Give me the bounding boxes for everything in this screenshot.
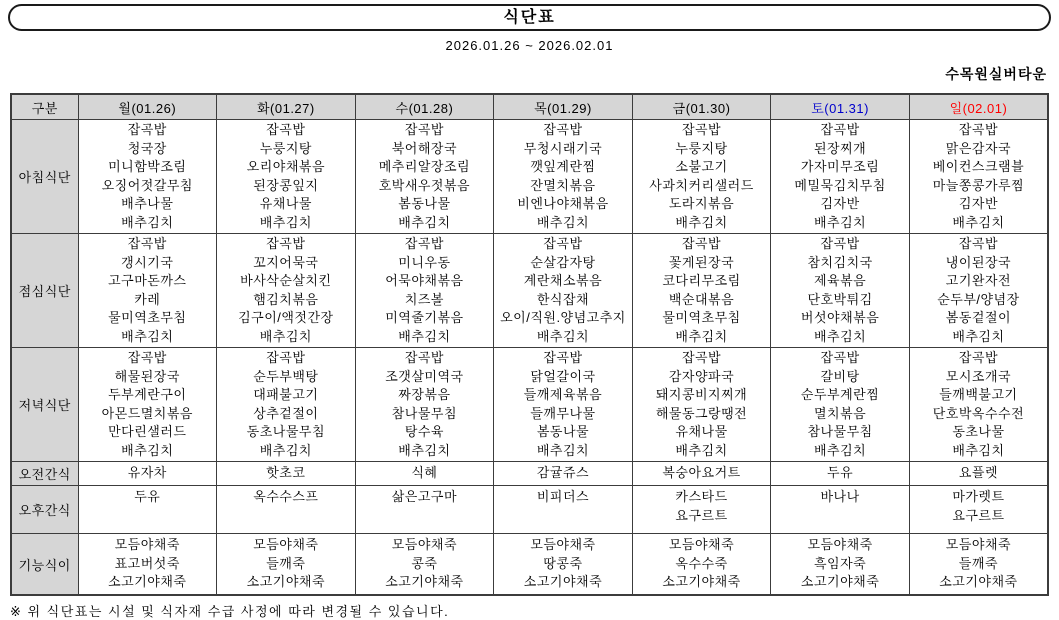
menu-item: 가자미무조림 [800, 159, 880, 174]
menu-item: 잡곡밥 [958, 350, 999, 365]
facility-name: 수목원실버타운 [945, 66, 1047, 82]
menu-cell [909, 462, 1048, 486]
menu-item: 된장찌개 [813, 140, 867, 156]
menu-item: 대패불고기 [253, 387, 319, 402]
menu-item: 물미역초무침 [108, 310, 187, 325]
menu-item: 사과치커리샐러드 [649, 177, 754, 193]
menu-item: 마늘쫑콩가루찜 [932, 177, 1025, 193]
menu-item: 두유 [827, 465, 854, 481]
menu-cell [632, 486, 771, 534]
menu-item: 단호박옥수수전 [932, 405, 1025, 421]
day-header-row [11, 94, 1048, 120]
menu-item: 동초나물 [952, 424, 1005, 439]
menu-cell [78, 120, 217, 234]
menu-item: 봄동겉절이 [945, 310, 1012, 325]
menu-item: 김자반 [820, 196, 860, 211]
menu-item: 단호박튀김 [807, 291, 873, 307]
menu-item: 감귤쥬스 [536, 465, 590, 481]
menu-item: 들깨제육볶음 [523, 387, 603, 402]
menu-item: 모듬야채죽 [253, 537, 319, 553]
menu-cell [217, 234, 356, 348]
menu-item: 모듬야채죽 [391, 537, 458, 553]
menu-item: 청국장 [127, 140, 167, 156]
menu-table-body [11, 120, 1048, 596]
menu-cell [909, 234, 1048, 348]
menu-cell [632, 348, 771, 462]
menu-cell [909, 534, 1048, 596]
menu-item: 모듬야채죽 [114, 537, 180, 553]
menu-item: 배추김치 [952, 214, 1005, 230]
menu-cell [909, 348, 1048, 462]
menu-item: 오징어젓갈무침 [101, 177, 193, 193]
menu-item: 순두부계란찜 [800, 387, 880, 402]
menu-cell [217, 462, 356, 486]
menu-cell [494, 348, 633, 462]
menu-item: 갱시기국 [121, 254, 174, 270]
menu-item: 잡곡밥 [543, 350, 583, 365]
menu-item: 잡곡밥 [404, 122, 444, 137]
menu-item: 배추김치 [813, 214, 867, 230]
menu-cell [217, 348, 356, 462]
menu-item: 제육볶음 [813, 273, 867, 288]
menu-item: 흑임자죽 [813, 555, 867, 571]
menu-cell [217, 534, 356, 596]
menu-item: 카스타드 [675, 489, 728, 504]
menu-item: 오리야채볶음 [246, 159, 326, 174]
row-label: 아침식단 [11, 120, 78, 234]
menu-item: 동초나물무침 [246, 424, 326, 439]
menu-item: 순두부백탕 [253, 368, 319, 384]
table-row-dinner [11, 348, 1048, 462]
menu-cell [771, 348, 910, 462]
menu-item: 유채나물 [259, 196, 312, 211]
menu-item: 잔멸치볶음 [530, 177, 596, 193]
menu-cell [494, 120, 633, 234]
menu-item: 해물동그랑땡전 [655, 405, 748, 421]
page-title [8, 4, 1051, 31]
menu-item: 핫초코 [266, 465, 306, 481]
menu-item: 배추김치 [536, 214, 590, 230]
menu-item: 순두부/양념장 [937, 291, 1020, 307]
menu-item: 소고기야채죽 [108, 574, 187, 590]
menu-item: 잡곡밥 [127, 236, 167, 251]
menu-item: 요구르트 [952, 507, 1005, 523]
menu-item: 짜장볶음 [398, 387, 451, 402]
menu-item: 두유 [134, 489, 161, 504]
menu-item: 무청시래기국 [523, 140, 603, 156]
menu-cell [632, 120, 771, 234]
menu-item: 한식잡채 [536, 291, 590, 307]
menu-item: 잡곡밥 [266, 236, 306, 251]
menu-item: 식혜 [411, 465, 438, 481]
menu-item: 배추김치 [675, 214, 728, 230]
menu-item: 고기완자전 [945, 273, 1012, 288]
menu-item: 메추리알장조림 [378, 159, 471, 174]
menu-item: 배추김치 [121, 328, 174, 344]
menu-item: 잡곡밥 [404, 350, 444, 365]
menu-cell [632, 462, 771, 486]
table-row-functional [11, 534, 1048, 596]
menu-item: 꼬지어묵국 [253, 254, 319, 270]
menu-item: 아몬드멸치볶음 [101, 405, 193, 421]
day-header: 일(02.01) [909, 94, 1048, 120]
menu-item: 메밀묵김치무침 [794, 177, 886, 193]
menu-cell [632, 534, 771, 596]
menu-cell [78, 234, 217, 348]
menu-item: 유자차 [127, 465, 167, 481]
menu-item: 삶은고구마 [391, 489, 458, 504]
menu-item: 들깨죽 [266, 555, 306, 571]
menu-item: 누룽지탕 [259, 140, 312, 156]
menu-item: 계란채소볶음 [523, 273, 603, 288]
menu-item: 잡곡밥 [127, 350, 167, 365]
menu-item: 베이컨스크램블 [932, 159, 1025, 174]
menu-item: 미역줄기볶음 [385, 310, 464, 325]
menu-item: 소고기야채죽 [800, 574, 880, 590]
row-label: 점심식단 [11, 234, 78, 348]
menu-item: 소고기야채죽 [246, 574, 326, 590]
menu-item: 깻잎계란찜 [530, 159, 596, 174]
menu-item: 햄김치볶음 [253, 291, 319, 307]
row-label: 기능식이 [11, 534, 78, 596]
menu-cell [771, 462, 910, 486]
menu-item: 잡곡밥 [404, 236, 444, 251]
day-header: 월(01.26) [78, 94, 217, 120]
menu-item: 탕수육 [404, 424, 444, 439]
menu-cell [217, 120, 356, 234]
menu-item: 모듬야채죽 [668, 537, 735, 553]
menu-cell [355, 534, 494, 596]
menu-item: 비엔나야채볶음 [517, 196, 609, 211]
menu-item: 잡곡밥 [543, 236, 583, 251]
menu-item: 고구마돈까스 [108, 273, 187, 288]
menu-cell [355, 234, 494, 348]
menu-item: 배추김치 [398, 442, 451, 458]
menu-cell [355, 462, 494, 486]
menu-item: 땅콩죽 [543, 555, 583, 571]
menu-item: 배추김치 [121, 442, 174, 458]
menu-item: 잡곡밥 [681, 122, 722, 137]
menu-item: 상추겉절이 [253, 405, 319, 421]
menu-item: 코다리무조림 [662, 273, 741, 288]
menu-item: 배추김치 [675, 442, 728, 458]
menu-item: 잡곡밥 [820, 122, 860, 137]
menu-item: 오이/직원.양념고추지 [500, 310, 626, 325]
menu-cell [771, 234, 910, 348]
menu-item: 배추김치 [398, 328, 451, 344]
menu-item: 냉이된장국 [945, 254, 1012, 270]
menu-item: 멸치볶음 [813, 405, 867, 421]
menu-cell [494, 234, 633, 348]
menu-item: 호박새우젓볶음 [378, 177, 471, 193]
menu-item: 배추김치 [121, 214, 174, 230]
menu-item: 김구이/액젓간장 [238, 310, 334, 325]
menu-item: 백순대볶음 [668, 291, 735, 307]
menu-cell [78, 486, 217, 534]
menu-item: 소고기야채죽 [385, 574, 464, 590]
menu-item: 모듬야채죽 [807, 537, 873, 553]
menu-item: 비피더스 [536, 489, 590, 504]
menu-item: 누룽지탕 [675, 140, 728, 156]
menu-item: 갈비탕 [820, 368, 860, 384]
menu-item: 잡곡밥 [820, 350, 860, 365]
menu-item: 모듬야채죽 [530, 537, 596, 553]
menu-cell [217, 486, 356, 534]
menu-item: 바나나 [820, 489, 860, 504]
menu-cell [771, 120, 910, 234]
row-label: 오후간식 [11, 486, 78, 534]
menu-item: 옥수수스프 [253, 489, 319, 504]
menu-cell [909, 486, 1048, 534]
menu-item: 도라지볶음 [668, 196, 735, 211]
menu-item: 배추김치 [536, 328, 590, 344]
menu-item: 북어해장국 [391, 140, 458, 156]
menu-item: 된장콩잎지 [253, 177, 319, 193]
menu-item: 유채나물 [675, 424, 728, 439]
footer-note: ※ 위 식단표는 시설 및 식자재 수급 사정에 따라 변경될 수 있습니다. [10, 604, 450, 619]
menu-cell [78, 534, 217, 596]
menu-cell [355, 486, 494, 534]
menu-item: 모듬야채죽 [945, 537, 1012, 553]
menu-item: 배추김치 [952, 328, 1005, 344]
menu-item: 잡곡밥 [958, 236, 999, 251]
menu-item: 봄동나물 [398, 196, 451, 211]
menu-item: 배추김치 [952, 442, 1005, 458]
meal-plan-table [10, 93, 1049, 596]
menu-item: 카레 [134, 291, 161, 307]
menu-item: 요플렛 [958, 465, 999, 481]
menu-cell [78, 462, 217, 486]
menu-item: 맑은감자국 [945, 140, 1012, 156]
menu-item: 배추김치 [813, 442, 867, 458]
menu-item: 조갯살미역국 [385, 368, 464, 384]
menu-item: 배추나물 [121, 196, 174, 211]
day-header: 화(01.27) [217, 94, 356, 120]
menu-item: 꽃게된장국 [668, 254, 735, 270]
table-row-snack-pm [11, 486, 1048, 534]
menu-item: 요구르트 [675, 507, 728, 523]
menu-item: 참치김치국 [807, 254, 873, 270]
menu-item: 잡곡밥 [681, 236, 722, 251]
menu-item: 소고기야채죽 [939, 574, 1018, 590]
menu-item: 들깨무나물 [530, 405, 596, 421]
menu-cell [632, 234, 771, 348]
date-range: 2026.01.26 ~ 2026.02.01 [445, 38, 614, 53]
day-header: 목(01.29) [494, 94, 633, 120]
menu-cell [494, 534, 633, 596]
corner-header: 구분 [11, 94, 78, 120]
menu-item: 소고기야채죽 [662, 574, 741, 590]
menu-item: 물미역초무침 [662, 310, 741, 325]
row-label: 오전간식 [11, 462, 78, 486]
menu-item: 김자반 [958, 196, 999, 211]
menu-item: 소고기야채죽 [523, 574, 603, 590]
menu-item: 봄동나물 [536, 424, 590, 439]
menu-item: 배추김치 [536, 442, 590, 458]
menu-item: 바사삭순살치킨 [240, 273, 332, 288]
menu-item: 치즈볼 [404, 291, 444, 307]
menu-item: 미니함박조림 [108, 159, 187, 174]
menu-item: 배추김치 [398, 214, 451, 230]
menu-item: 잡곡밥 [820, 236, 860, 251]
menu-cell [494, 462, 633, 486]
row-label: 저녁식단 [11, 348, 78, 462]
menu-item: 참나물무침 [391, 405, 458, 421]
menu-item: 어묵야채볶음 [385, 273, 464, 288]
menu-item: 감자양파국 [668, 368, 735, 384]
menu-item: 잡곡밥 [958, 122, 999, 137]
menu-item: 배추김치 [259, 442, 312, 458]
menu-cell [494, 486, 633, 534]
menu-item: 잡곡밥 [543, 122, 583, 137]
menu-item: 배추김치 [813, 328, 867, 344]
menu-item: 들깨죽 [958, 555, 999, 571]
menu-item: 순살감자탕 [530, 254, 596, 270]
menu-item: 옥수수죽 [675, 555, 728, 571]
menu-item: 콩죽 [411, 555, 438, 571]
menu-item: 해물된장국 [114, 368, 180, 384]
menu-item: 참나물무침 [807, 424, 873, 439]
menu-item: 잡곡밥 [266, 122, 306, 137]
menu-item: 모시조개국 [945, 368, 1012, 384]
menu-item: 두부계란구이 [108, 387, 187, 402]
menu-cell [771, 486, 910, 534]
menu-item: 미니우동 [398, 254, 451, 270]
menu-item: 닭얼갈이국 [530, 368, 596, 384]
table-row-lunch [11, 234, 1048, 348]
day-header: 금(01.30) [632, 94, 771, 120]
menu-cell [909, 120, 1048, 234]
menu-item: 복숭아요거트 [662, 465, 741, 481]
menu-item: 버섯야채볶음 [800, 310, 880, 325]
menu-item: 배추김치 [675, 328, 728, 344]
menu-item: 배추김치 [259, 328, 312, 344]
table-row-breakfast [11, 120, 1048, 234]
menu-item: 소불고기 [675, 159, 728, 174]
menu-item: 마가렛트 [952, 489, 1005, 504]
page-title-text: 식단표 [503, 9, 556, 26]
day-header: 토(01.31) [771, 94, 910, 120]
menu-cell [78, 348, 217, 462]
menu-cell [771, 534, 910, 596]
menu-item: 들깨백불고기 [939, 387, 1018, 402]
menu-item: 표고버섯죽 [114, 555, 180, 571]
menu-item: 잡곡밥 [681, 350, 722, 365]
menu-item: 잡곡밥 [266, 350, 306, 365]
menu-item: 만다린샐러드 [108, 424, 187, 439]
day-header: 수(01.28) [355, 94, 494, 120]
menu-cell [355, 120, 494, 234]
table-row-snack-am [11, 462, 1048, 486]
menu-item: 잡곡밥 [127, 122, 167, 137]
menu-item: 돼지콩비지찌개 [655, 387, 748, 402]
menu-cell [355, 348, 494, 462]
menu-item: 배추김치 [259, 214, 312, 230]
